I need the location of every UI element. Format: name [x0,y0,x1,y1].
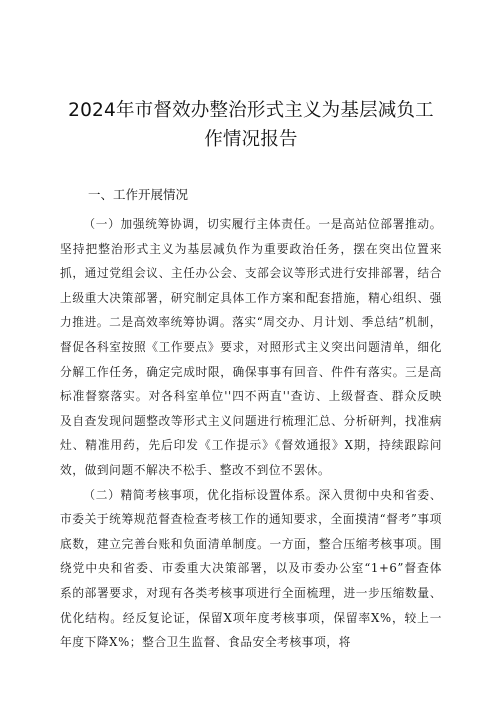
section-heading-work-progress: 一、工作开展情况 [88,187,189,202]
paragraph-assessment: （二）精简考核事项，优化指标设置体系。深入贯彻中央和省委、市委关于统筹规范督查检查考核工作的通知要求，全面摸清“督考”事项底数，建立完善台账和负面清单制度。一方面，整合压缩考核事项。围绕党中央和省委、市委重大决策部署，以及市委办公室“1+6”督查体系的部署要求，对现有各类考核事项进行全面梳理，进一步压缩数量、优化结构。经反复论证，保留X项年度考核事项，保留率X%，较上一年度下降X%；整合卫生监督、食品安全考核事项，将 [60,487,442,650]
document-title [60,96,442,154]
title-line-2: 作情况报告 [204,129,298,150]
title-line-1: 2024年市督效办整治形式主义为基层减负工 [68,100,434,121]
paragraph-coordination: （一）加强统筹协调，切实履行主体责任。一是高站位部署推动。坚持把整治形式主义为基层减负作为重要政治任务，摆在突出位置来抓，通过党组会议、主任办公会、支部会议等形式进行安排部署，结合上级重大决策部署，研究制定具体工作方案和配套措施，精心组织、强力推进。二是高效率统筹协调。落实“周交办、月计划、季总结”机制，督促各科室按照《工作要点》要求，对照形式主义突出问题清单，细化分解工作任务，确定完成时限，确保事事有回音、件件有落实。三是高标准督察落实。对各科室单位''四不两直''查访、上级督查、群众反映及自查发现问题整改等形式主义问题进行梳理汇总、分析研判，找准病灶、精准用药，先后印发《工作提示》《督效通报》X期，持续跟踪问效，做到问题不解决不松手、整改不到位不罢休。 [60,217,442,477]
